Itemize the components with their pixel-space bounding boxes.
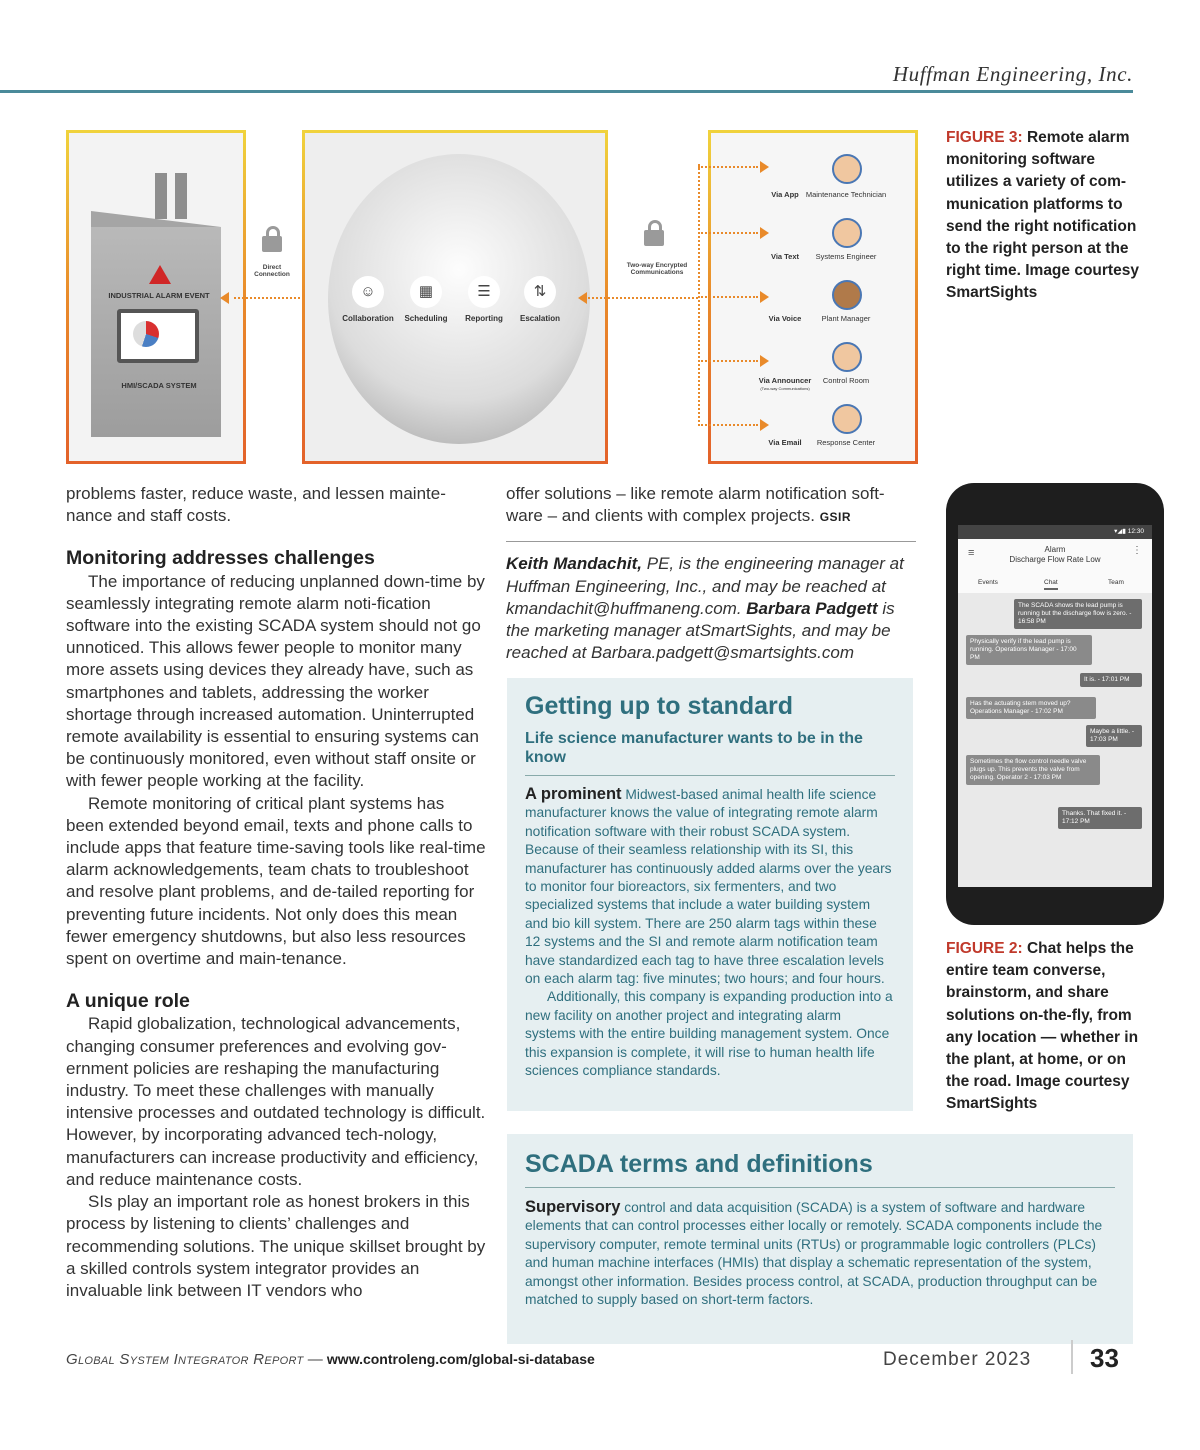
alarm-event-label: INDUSTRIAL ALARM EVENT <box>108 291 210 300</box>
left-column <box>66 483 486 1302</box>
tool-collaboration <box>340 276 396 323</box>
sidebar-title: Getting up to standard <box>525 692 794 720</box>
arrow-right-icon <box>760 161 769 173</box>
tab-events[interactable]: Events <box>978 579 998 586</box>
heading-unique-role: A unique role <box>66 990 190 1013</box>
calendar-icon: ▦ <box>410 276 442 308</box>
figure2-caption <box>946 938 1142 1116</box>
footer-divider <box>1071 1340 1073 1374</box>
lead-words: Supervisory <box>525 1198 621 1216</box>
sidebar-title: SCADA terms and definitions <box>525 1150 1115 1188</box>
chat-message: Has the actuating stem moved up? Operations Manager - 17:02 PM <box>966 697 1096 719</box>
publication-name: Global System Integrator Report <box>66 1351 304 1368</box>
paragraph: The importance of reducing unplanned down-time by seamlessly integrating remote alarm noti-fication software into the existing SCADA system should not go unnoticed. This allows fewer people to monitor many more assets using devices they already have, such as smartphones and tablets, addressing the worker shortage through increased automation. Uninterrupted remote availability is essential to ensuring systems can be continuously monitored, even without staff onsite or with fewer people working at the facility. <box>66 571 485 791</box>
lock-icon <box>644 230 664 246</box>
sidebar-body <box>525 1198 1115 1309</box>
phone-screen <box>958 525 1152 887</box>
arrow-right-icon <box>760 291 769 303</box>
control-room-avatar-icon <box>832 342 862 372</box>
tool-scheduling <box>398 276 454 323</box>
arrow-left-icon <box>578 292 587 304</box>
role-systems-engineer: Systems Engineer <box>815 252 877 261</box>
bio-text: is the marketing manager atSmartSights, and may be reached at Barbara.padgett@smartsights.com <box>506 598 895 663</box>
sidebar-getting-up-to-standard <box>507 678 913 1111</box>
chat-message: The SCADA shows the lead pump is running but the discharge flow is zero. - 16:58 PM <box>1014 599 1142 629</box>
hamburger-menu-icon[interactable]: ≡ <box>968 547 975 559</box>
divider <box>506 541 916 542</box>
response-center-avatar-icon <box>832 404 862 434</box>
figure2-caption-text: Chat helps the entire team converse, brainstorm, and share solutions on-the-fly, from any location — whether in the plant, at home, or on the road. Image courtesy SmartSights <box>946 940 1139 1113</box>
paragraph: SIs play an important role as honest brokers in this process by listening to clients’ challenges and recommending solutions. The unique skillset brought by a skilled controls system integrator provides an invaluable link between IT vendors who <box>66 1192 486 1300</box>
collaboration-icon: ☺ <box>352 276 384 308</box>
factory-panel <box>66 130 246 464</box>
chat-message: Sometimes the flow control needle valve plugs up. This prevents the valve from opening. Operator 2 - 17:03 PM <box>966 755 1100 785</box>
arrow-left-icon <box>220 292 229 304</box>
manager-avatar-icon <box>832 280 862 310</box>
arrow-right-icon <box>760 355 769 367</box>
header-rule <box>0 90 1133 93</box>
announcer-note: (Two-way Communications) <box>760 386 810 391</box>
footer-dash: — <box>303 1351 327 1368</box>
report-list-icon: ☰ <box>468 276 500 308</box>
figure3-diagram <box>66 128 918 468</box>
hmi-monitor-icon <box>117 309 199 363</box>
arrow-right-icon <box>760 227 769 239</box>
sidebar-subtitle: Life science manufacturer wants to be in the know <box>525 729 895 776</box>
paragraph-text: control and data acquisition (SCADA) is a system of software and hardware elements that can control processes either locally or remotely. SCADA components include the supervisory computer, remote terminal units (RTUs) or programmable logic controllers (PLCs) and human machine interfaces (HMIs) that display a schematic representation of the system, amongst other information. Besides process control, at SCADA, production throughput can be matched to supply based on short-term factors. <box>525 1200 1103 1308</box>
paragraph-text: offer solutions – like remote alarm notification soft-ware – and clients with complex projects. <box>506 484 885 526</box>
figure3-caption-label: FIGURE 3: <box>946 129 1023 146</box>
tool-label: Reporting <box>465 314 503 323</box>
heading-monitoring: Monitoring addresses challenges <box>66 547 375 570</box>
alarm-warning-icon <box>149 265 171 284</box>
figure3-caption <box>946 127 1142 305</box>
paragraph: Remote monitoring of critical plant systems has been extended beyond email, texts and phone calls to include apps that feature time-saving tools like real-time alarm acknowledgements, team chats to troubleshoot and resolve plant problems, and de-tailed reporting for preventing future incidents. Not only does this mean fewer emergency shutdowns, but also less resources spent on overtime and main-tenance. <box>66 793 486 969</box>
middle-column <box>506 483 916 664</box>
channel-via-announcer: Via Announcer <box>758 376 812 385</box>
sidebar-body <box>525 785 895 1081</box>
escalation-icon: ⇅ <box>524 276 556 308</box>
role-maintenance-technician: Maintenance Technician <box>805 190 887 199</box>
encrypted-communications-label: Two-way Encrypted Communications <box>626 262 688 277</box>
chat-message: Physically verify if the lead pump is running. Operations Manager - 17:00 PM <box>966 635 1092 665</box>
chat-message: Maybe a little. - 17:03 PM <box>1086 725 1142 747</box>
channel-via-app: Via App <box>771 190 799 199</box>
channel-via-text: Via Text <box>770 252 800 261</box>
paragraph <box>506 483 916 528</box>
sidebar-scada-terms <box>507 1134 1133 1344</box>
footer-publication <box>66 1351 595 1368</box>
tab-team[interactable]: Team <box>1108 579 1124 586</box>
tool-escalation <box>512 276 568 323</box>
footer-url[interactable]: www.controleng.com/global-si-database <box>326 1351 595 1367</box>
role-response-center: Response Center <box>816 438 876 447</box>
lock-icon <box>262 236 282 252</box>
author-name: Keith Mandachit, <box>506 554 643 574</box>
figure3-caption-text: Remote alarm monitoring software utilizes a variety of com-munication platforms to send the right notification to the right person at the right time. Image courtesy SmartSights <box>946 129 1139 302</box>
paragraph: Rapid globalization, technological advancements, changing consumer preferences and evolving gov-ernment policies are reshaping the manufacturing industry. To meet these challenges with manually intensive processes and outdated technology is difficult. However, by incorporating advanced tech-nology, manufacturers can increase productivity and efficiency, and reduce maintenance costs. <box>66 1014 486 1189</box>
app-subtitle: Discharge Flow Rate Low <box>1009 555 1101 564</box>
chat-message: It is. - 17:01 PM <box>1080 673 1142 687</box>
tab-bar <box>958 575 1152 593</box>
paragraph: problems faster, reduce waste, and lessen mainte-nance and staff costs. <box>66 484 446 526</box>
app-title-text: Alarm <box>1044 545 1066 554</box>
paragraph-text: Midwest-based animal health life science manufacturer knows the value of integrating remote alarm notification software with their robust SCADA system. Because of their seamless relationship with its SI, this manufacturer has continuously added alarms over the years to monitor four bioreactors, six fermenters, and two specialized systems that include a water building system and bio kill system. There are 250 alarm tags within these 12 systems and the SI and remote alarm notification team have standardized each tag to have three escalation levels on each alarm tag: five minutes; two hours; and four hours. <box>525 787 892 987</box>
engineer-avatar-icon <box>832 218 862 248</box>
role-plant-manager: Plant Manager <box>821 314 871 323</box>
figure2-caption-label: FIGURE 2: <box>946 940 1023 957</box>
factory-icon <box>91 173 221 433</box>
direct-connection-label: Direct Connection <box>254 264 290 279</box>
lead-words: A prominent <box>525 785 622 803</box>
arrow-right-icon <box>760 419 769 431</box>
author-bio <box>506 553 916 664</box>
app-title <box>958 545 1152 565</box>
hmi-system-label: HMI/SCADA SYSTEM <box>121 381 197 390</box>
tool-label: Collaboration <box>342 314 394 323</box>
author-name: Barbara Padgett <box>746 598 878 618</box>
channel-via-email: Via Email <box>768 438 802 447</box>
channel-via-voice: Via Voice <box>768 314 802 323</box>
tool-label: Scheduling <box>404 314 448 323</box>
page-number: 33 <box>1090 1343 1119 1373</box>
technician-avatar-icon <box>832 154 862 184</box>
tab-chat[interactable]: Chat <box>1044 579 1058 590</box>
footer-date: December 2023 <box>883 1349 1032 1370</box>
chat-message: Thanks. That fixed it. - 17:12 PM <box>1058 807 1142 829</box>
more-options-icon[interactable]: ⋮ <box>1132 545 1142 556</box>
paragraph: Additionally, this company is expanding production into a new facility on another project and integrating alarm systems with the entire building management system. Once this expansion is complete, it will rise to human health life sciences compliance standards. <box>525 989 893 1079</box>
app-bar <box>958 539 1152 593</box>
header-company: Huffman Engineering, Inc. <box>892 62 1133 86</box>
phone-image <box>946 483 1164 925</box>
end-mark: GSIR <box>819 510 852 525</box>
status-time: 12:30 <box>1127 528 1144 535</box>
tool-label: Escalation <box>519 314 560 323</box>
tool-reporting <box>456 276 512 323</box>
bio-text: PE, is the engineering manager at Huffman Engineering, Inc., and may be reached at kmandachit@huffmaneng.com. <box>506 554 904 618</box>
role-control-room: Control Room <box>822 376 870 385</box>
status-bar: ▾◢▮ 12:30 <box>958 525 1152 539</box>
